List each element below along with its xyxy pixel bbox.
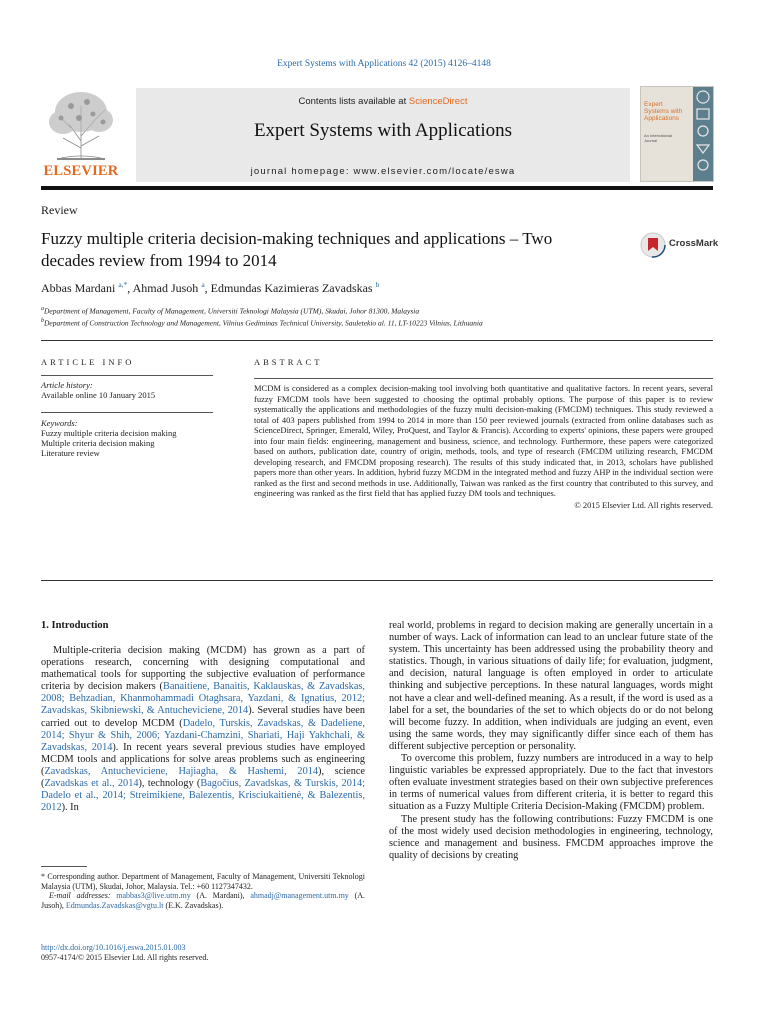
citation-link[interactable]: Banaitiene, Banaitis, Kaklauskas, & Zavadskas, 2008; Behzadian, Khanmohammadi Otaghsara, Yazdani, & Ignatius, 2012; Zavadskas, Skibniewski, & Antucheviciene, 2014 (41, 681, 365, 717)
journal-homepage: journal homepage: www.elsevier.com/locate/eswa (250, 166, 516, 177)
section-heading-introduction: 1. Introduction (41, 620, 109, 631)
cover-strip (693, 87, 713, 181)
article-type: Review (41, 203, 78, 217)
citation-link[interactable]: Zavadskas et al., 2014 (44, 778, 139, 790)
citation-link[interactable]: Zavadskas, Antucheviciene, Hajiagha, & Hashemi, 2014 (44, 765, 319, 777)
journal-reference-link[interactable]: Expert Systems with Applications 42 (2015) 4126–4148 (277, 59, 491, 69)
header-divider (41, 186, 713, 190)
journal-masthead (136, 88, 630, 182)
body-left-column (41, 645, 365, 814)
author-affiliation-mark[interactable]: a,* (118, 280, 128, 289)
email-link[interactable]: ahmadj@management.utm.my (250, 891, 349, 901)
affiliation-a: $^a$Department of Management, Faculty of Management, Universiti Teknologi Malaysia (UTM), Skudai, Johor 81300, Malaysia (41, 306, 420, 316)
abstract-box (254, 378, 713, 510)
contents-line: Contents lists available at ScienceDirect (298, 96, 468, 107)
homepage-link[interactable]: www.elsevier.com/locate/eswa (353, 166, 516, 177)
author-name[interactable]: Ahmad Jusoh (132, 281, 199, 295)
journal-cover-thumbnail (640, 86, 714, 182)
paragraph: real world, problems in regard to decision making are generally uncertain in a number of ways. Lack of information can lead to an unclear future state of the system. This uncertainty has been addressed using the probability theory and statistics. Though, in various situations of daily life; for evaluation, judgment, and decision, natural language is often employed in order to articulate thinking and subjective perceptions. In these natural languages, words might not have a clear and well-defined meaning. As a result, if the word is used as a label for a set, the boundaries of the set to which objects do or do not belong will become fuzzy. In addition, when individuals are judging an event, even using the same words, they may significantly differ since each of them has different subjective perception or personality. (389, 620, 713, 752)
keywords-divider (41, 412, 213, 413)
affiliation-divider (41, 340, 713, 341)
paragraph: The present study has the following contributions: Fuzzy FMCDM is one of the most widely used decision methodologies in engineering, technology, science and management and business. FMCDM approaches improve the quality of decisions by creating (389, 813, 713, 861)
body-right-column (389, 620, 713, 862)
sciencedirect-link[interactable]: ScienceDirect (408, 96, 468, 107)
abstract-heading: ABSTRACT (254, 357, 323, 367)
citation-link[interactable]: Dadelo, Turskis, Zavadskas, & Dadeliene, 2014; Shyur & Shih, 2006; Yazdani-Chamzini, Shariati, Haji Yakhchali, & Zavadskas, 2014 (41, 717, 365, 753)
crossmark-icon[interactable] (640, 232, 666, 258)
keywords: Keywords: Fuzzy multiple criteria decision making Multiple criteria decision making Literature review (41, 418, 177, 458)
article-info-heading: ARTICLE INFO (41, 357, 135, 367)
author-list: Abbas Mardani $^{a,*}$, Ahmad Jusoh $^a$, Edmundas Kazimieras Zavadskas $^b$ (41, 280, 380, 295)
paragraph: Multiple-criteria decision making (MCDM) has grown as a part of operations research, concerning with designing computational and mathematical tools for supporting the subjective evaluation of performance criteria by decision makers (Banaitiene, Banaitis, Kaklauskas, & Zavadskas, 2008; Behzadian, Khanmohammadi Otaghsara, Yazdani, & Ignatius, 2012; Zavadskas, Skibniewski, & Antucheviciene, 2014). Several studies have been carried out to develop MCDM (Dadelo, Turskis, Zavadskas, & Dadeliene, 2014; Shyur & Shih, 2006; Yazdani-Chamzini, Shariati, Haji Yakhchali, & Zavadskas, 2014). In recent years several previous studies have employed MCDM tools and applications for solve areas problems such as engineering (Zavadskas, Antucheviciene, Hajiagha, & Hashemi, 2014), science (Zavadskas et al., 2014), technology (Bagočius, Zavadskas, & Turskis, 2014; Dadelo et al., 2014; Streimikiene, Balezentis, Krisciukaitienė, & Balezentis, 2012). In (41, 645, 366, 814)
keyword-item: Fuzzy multiple criteria decision making (41, 428, 177, 438)
article-title: Fuzzy multiple criteria decision-making techniques and applications – Two decades review from 1994 to 2014 (41, 229, 553, 270)
citation-link[interactable]: Bagočius, Zavadskas, & Turskis, 2014; Dadelo et al., 2014; Streimikiene, Balezentis, Krisciukaitienė, & Balezentis, 2012 (41, 778, 365, 814)
email-link[interactable]: Edmundas.Zavadskas@vgtu.lt (65, 900, 164, 910)
abstract-divider (41, 580, 713, 581)
paragraph: To overcome this problem, fuzzy numbers are introduced in a way to help linguistic variables be expressed appropriately. Due to the fact that investors often evaluate investment strategies based on their own subjective preferences in terms of numerical values from different criteria, it is better to regard this situation as a Fuzzy Multiple Criteria Decision-Making (FMCDM) problem. (389, 753, 713, 813)
footnote-divider (41, 866, 87, 867)
journal-title: Expert Systems with Applications (253, 120, 513, 141)
keyword-item: Multiple criteria decision making (41, 438, 155, 448)
email-link[interactable]: mabbas3@live.utm.my (116, 891, 191, 901)
article-info-divider (41, 375, 213, 376)
author-affiliation-mark[interactable]: b (375, 280, 380, 289)
author-name[interactable]: Edmundas Kazimieras Zavadskas (210, 281, 373, 295)
cover-subtitle: An International Journal (644, 133, 673, 143)
crossmark-label[interactable]: CrossMark (669, 238, 719, 249)
keyword-item: Literature review (41, 448, 100, 458)
publisher-wordmark: ELSEVIER (43, 163, 119, 179)
abstract-copyright: © 2015 Elsevier Ltd. All rights reserved. (574, 499, 713, 510)
cover-title: Expert Systems with Applications (644, 101, 683, 122)
abstract-text: MCDM is considered as a complex decision-making tool involving both quantitative and qualitative factors. In recent years, several fuzzy FMCDM tools have been suggested to choosing the optimal probably options. The purpose of this paper is to review systematically the applications and methodologies of the fuzzy multi decision-making (FMCDM) techniques. This study reviewed a total of 403 papers published from 1994 to 2014 in more than 150 peer reviewed journals (extracted from online databases such as ScienceDirect, Springer, Emerald, Wiley, ProQuest, and Taylor & Francis). According to experts' opinions, these papers were grouped into four main fields: engineering, management and business, science, and technology. Furthermore, these papers were categorized based on authors, publication date, country of origin, methods, tools, and type of research (FMCDM utilizing research, FMCDM developing research, and FMCDM proposing research). The results of this study indicated that, in 2013, scholars have published papers more than other years. In addition, hybrid fuzzy MCDM in the integrated method and fuzzy AHP in the individual section were ranked as the first and second methods in use. Additionally, Taiwan was ranked as the first country that contributed to this survey, and engineering was ranked as the first field that has applied fuzzy DM tools and techniques. (254, 383, 713, 498)
issn-line: 0957-4174/© 2015 Elsevier Ltd. All rights reserved. (41, 953, 209, 962)
article-history: Article history: Available online 10 January 2015 (41, 380, 156, 400)
corresponding-author-footnote: * Corresponding author. Department of Management, Faculty of Management, Universiti Teknologi Malaysia (UTM), Skudai, Johor, Malaysia. Tel.: +60 1127347432. E-mail addresses: mabbas3@live.utm.my (A. Mardani), ahmadj@management.utm.my (A. Jusoh), Edmundas.Zavadskas@vgtu.lt (E.K. Zavadskas). (41, 872, 366, 910)
author-name[interactable]: Abbas Mardani (41, 281, 116, 295)
doi-block (41, 943, 208, 963)
author-affiliation-mark[interactable]: a (201, 280, 205, 289)
affiliation-b: $^b$Department of Construction Technology and Management, Vilnius Gediminas Technical University, Sauletekio al. 11, LT-10223 Vilnius, Lithuania (41, 318, 483, 328)
doi-link[interactable]: http://dx.doi.org/10.1016/j.eswa.2015.01.003 (41, 943, 186, 952)
cover-icons (693, 87, 713, 181)
